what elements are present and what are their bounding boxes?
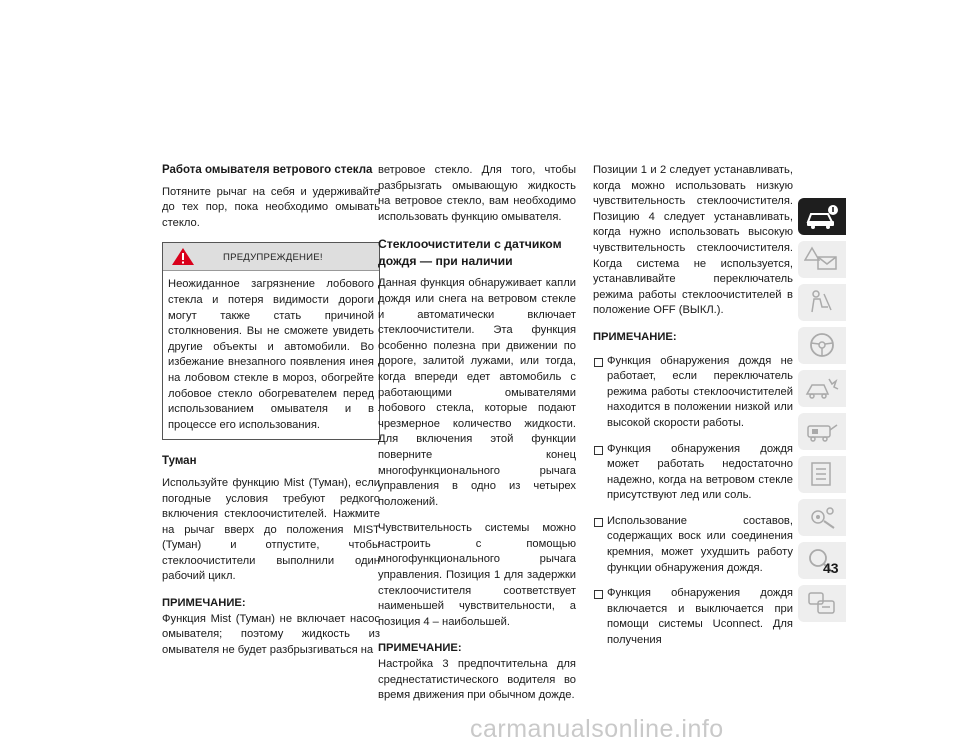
rain-sensor-heading: Стеклоочистители с датчиком дождя — при наличии — [378, 237, 562, 269]
warning-header — [163, 243, 379, 271]
tab-safety[interactable] — [798, 284, 846, 321]
continued-text: ветровое стекло. Для того, чтобы разбрызгать омывающую жидкость на ветровое стекло, вам необходимо использовать функцию омывателя. — [378, 164, 576, 223]
tab-alerts[interactable] — [798, 241, 846, 278]
warning-text: Неожиданное загрязнение лобового стекла и потеря видимости дороги могут также стать причиной столкновения. Вы не сможете увидеть другие объекты и автомобили. Во избежание внезапного появления инея на лобовом стекле в мороз, обогрейте лобовое стекло обогревателем перед использованием омывателя и в процессе его использования. — [168, 278, 374, 431]
tab-emergency[interactable] — [798, 370, 846, 407]
sensitivity-text: Чувствительность системы можно настроить с помощью многофункционального рычага управления. Позиция 1 для задержки стеклоочистителя соответствует наименьшей чувствительности, а позиция 4 – наибольшей. — [378, 522, 576, 628]
page-number: 43 — [823, 560, 839, 576]
checkbox-bullet-icon — [594, 358, 603, 367]
watermark: carmanualsonline.info — [470, 715, 724, 743]
warning-title: ПРЕДУПРЕЖДЕНИЕ! — [223, 252, 323, 264]
checkbox-bullet-icon — [594, 590, 603, 599]
tab-maintenance[interactable] — [798, 499, 846, 536]
tow-truck-icon — [804, 417, 840, 445]
tab-service[interactable] — [798, 413, 846, 450]
tab-driving[interactable] — [798, 327, 846, 364]
note-title-3: ПРИМЕЧАНИЕ: — [593, 330, 677, 343]
column-middle — [378, 163, 576, 715]
checkbox-bullet-icon — [594, 446, 603, 455]
washer-heading: Работа омывателя ветрового стекла — [162, 164, 373, 176]
list-item: Функция обнаружения дождя не работает, если переключатель режима работы стеклоочистителей находится в положении низкой или высокой скорости работы. — [593, 354, 793, 432]
mist-heading: Туман — [162, 455, 197, 468]
note-title-1: ПРИМЕЧАНИЕ: — [162, 597, 246, 610]
positions-text: Позиции 1 и 2 следует устанавливать, когда можно использовать низкую чувствительность стеклоочистителя. Позицию 4 следует устанавливать, когда нужно использовать высокую чувствительность стеклоочистителя. Когда система не используется, устанавливайте переключатель режима работы стеклоочистителей в положение OFF (ВЫКЛ.). — [593, 164, 793, 317]
tab-specifications[interactable] — [798, 456, 846, 493]
alert-envelope-icon — [804, 245, 840, 273]
seat-person-icon — [804, 288, 840, 316]
wrench-gear-icon — [804, 503, 840, 531]
checkbox-bullet-icon — [594, 518, 603, 527]
tab-car-info[interactable] — [798, 198, 846, 235]
warning-box — [162, 242, 380, 440]
crash-icon — [804, 374, 840, 402]
mist-text: Используйте функцию Mist (Туман), если погодные условия требуют редкого включения стеклоочистителей. Нажмите на рычаг вверх до положения MIST (Туман) и отпустите, чтобы стеклоочистители выполнили один рабочий цикл. — [162, 476, 380, 583]
tab-languages[interactable] — [798, 585, 846, 622]
column-right — [593, 163, 793, 659]
washer-text: Потяните рычаг на себя и удерживайте до тех пор, пока необходимо омывать стекло. — [162, 185, 380, 229]
note-text-2: Настройка 3 предпочтительна для среднестатистического водителя во время движения при обычном дожде. — [378, 658, 576, 702]
checklist-icon — [804, 460, 840, 488]
note-text-1: Функция Mist (Туман) не включает насос омывателя; поэтому жидкость из омывателя не будет разбрызгиваться на — [162, 612, 380, 656]
list-item: Функция обнаружения дождя включается и выключается при помощи системы Uconnect. Для получения — [593, 586, 793, 648]
list-item: Функция обнаружения дождя может работать недостаточно надежно, когда на ветровом стекле присутствуют лед или соль. — [593, 442, 793, 504]
note-bullet-list — [593, 354, 793, 649]
car-info-icon — [804, 202, 840, 230]
column-left — [162, 163, 380, 669]
steering-wheel-icon — [804, 331, 840, 359]
note-title-2: ПРИМЕЧАНИЕ: — [378, 642, 462, 655]
list-item: Использование составов, содержащих воск или соединения кремния, может ухудшить работу функции обнаружения дождя. — [593, 514, 793, 576]
rain-sensor-text: Данная функция обнаруживает капли дождя или снега на ветровом стекле и автоматически включает стеклоочистители. Эта функция особенно полезна при движении по дороге, залитой лужами, или тогда, когда впереди едет автомобиль с работающими омывателями лобового стекла, которые подают чрезмерное количество жидкости. Для включения этой функции поверните конец многофункционального рычага управления в одно из четырех положений. — [378, 277, 576, 508]
warning-triangle-icon — [171, 247, 195, 266]
language-icon — [804, 589, 840, 617]
